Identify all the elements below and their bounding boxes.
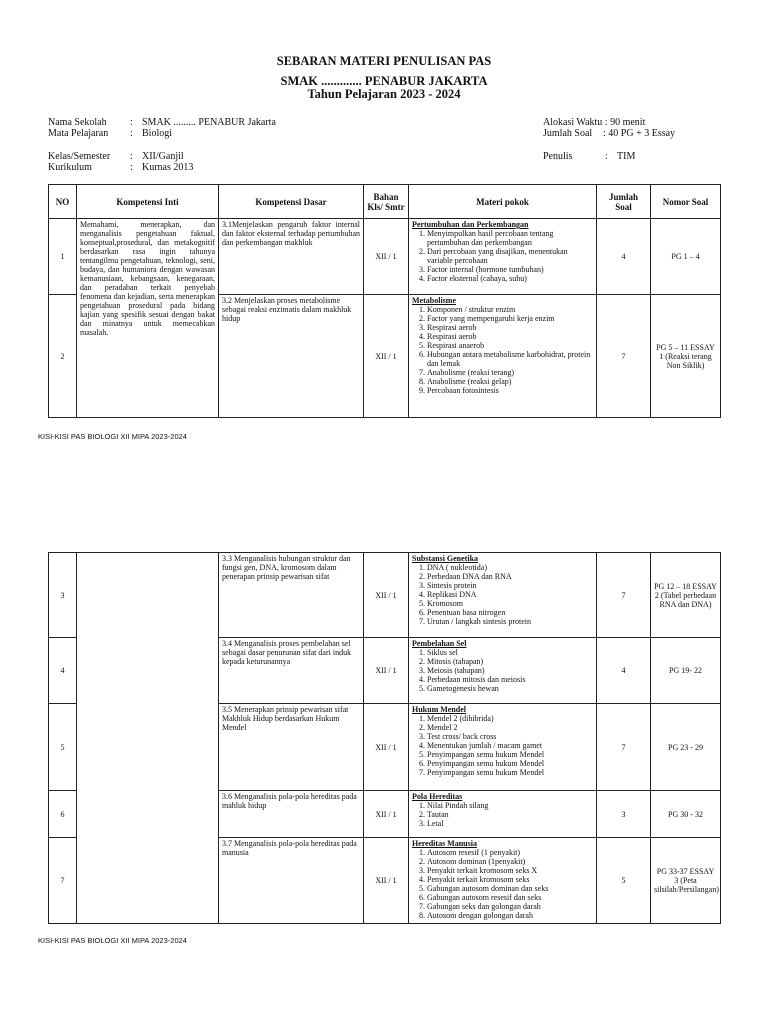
materi-item: 4. Menentukan jumlah / macam gamet xyxy=(427,741,593,750)
row-no: 7 xyxy=(49,838,77,924)
materi-cell xyxy=(409,219,597,295)
materi-item: 8. Anabolisme (reaksi gelap) xyxy=(427,377,593,386)
distribution-table-1 xyxy=(48,184,721,418)
info-alokasi-waktu: Alokasi Waktu : 90 menit xyxy=(543,117,646,128)
materi-item: 3. Meiosis (tahapan) xyxy=(427,666,593,675)
row-no: 3 xyxy=(49,553,77,638)
info-jumlah-soal: Jumlah Soal : 40 PG + 3 Essay xyxy=(543,128,676,139)
materi-item: 5. Gabungan autosom dominan dan seks xyxy=(427,884,593,893)
bahan-cell: XII / 1 xyxy=(364,704,409,791)
nomor-cell: PG 12 – 18 ESSAY 2 (Tabel perbedaan RNA dan DNA) xyxy=(651,553,721,638)
row-no: 1 xyxy=(49,219,77,295)
materi-title: Substansi Genetika xyxy=(412,554,479,563)
materi-cell xyxy=(409,838,597,924)
materi-item: 3. Test cross/ back cross xyxy=(427,732,593,741)
jumlah-cell: 4 xyxy=(597,638,651,704)
materi-item: 2. Mitosis (tahapan) xyxy=(427,657,593,666)
materi-item: 9. Percobaan fotosintesis xyxy=(427,386,593,395)
materi-item: 1. Siklus sel xyxy=(427,648,593,657)
bahan-cell: XII / 1 xyxy=(364,295,409,418)
header-no: NO xyxy=(49,185,77,219)
nomor-cell: PG 5 – 11 ESSAY 1 (Reaksi terang Non Siklik) xyxy=(651,295,721,418)
nomor-cell: PG 30 - 32 xyxy=(651,791,721,838)
page-footer-2: KISI-KISI PAS BIOLOGI XII MIPA 2023-2024 xyxy=(38,936,187,945)
kompetensi-dasar-cell: 3.3 Menganalisis hubungan struktur dan fungsi gen, DNA, kromosom dalam penerapan prinsip pewarisan sifat xyxy=(219,553,364,638)
materi-list xyxy=(412,305,593,395)
materi-item: 8. Autosom dengan golongan darah xyxy=(427,911,593,920)
kompetensi-dasar-cell: 3.2 Menjelaskan proses metabolisme sebagai reaksi enzimatis dalam makhluk hidup xyxy=(219,295,364,418)
materi-list xyxy=(412,229,593,283)
materi-item: 1. DNA ( nukleotida) xyxy=(427,563,593,572)
info-mata-pelajaran: Mata Pelajaran : Biologi xyxy=(48,128,173,139)
table-row xyxy=(49,553,721,638)
materi-title: Pertumbuhan dan Perkembangan xyxy=(412,220,529,229)
kompetensi-inti-empty-cell xyxy=(77,553,219,924)
materi-item: 1. Menyimpulkan hasil percobaan tentang pertumbuhan dan perkembangan xyxy=(427,229,593,247)
materi-item: 4. Respirasi aerob xyxy=(427,332,593,341)
materi-item: 2. Tautan xyxy=(427,810,593,819)
materi-item: 1. Komponen / struktur enzim xyxy=(427,305,593,314)
bahan-cell: XII / 1 xyxy=(364,219,409,295)
materi-item: 3. Factor internal (hormone tumbuhan) xyxy=(427,265,593,274)
row-no: 5 xyxy=(49,704,77,791)
materi-cell xyxy=(409,638,597,704)
bahan-cell: XII / 1 xyxy=(364,791,409,838)
materi-item: 4. Penyakit terkait kromosom seks xyxy=(427,875,593,884)
materi-item: 3. Letal xyxy=(427,819,593,828)
jumlah-cell: 7 xyxy=(597,704,651,791)
distribution-table-2 xyxy=(48,552,721,924)
materi-item: 6. Gabungan autosom resesif dan seks xyxy=(427,893,593,902)
bahan-cell: XII / 1 xyxy=(364,838,409,924)
row-no: 6 xyxy=(49,791,77,838)
jumlah-cell: 5 xyxy=(597,838,651,924)
nomor-cell: PG 19- 22 xyxy=(651,638,721,704)
info-kelas-semester: Kelas/Semester : XII/Ganjil xyxy=(48,151,184,162)
materi-item: 7. Gabungan seks dan golongan darah xyxy=(427,902,593,911)
school-title: SMAK ............. PENABUR JAKARTA xyxy=(280,74,488,88)
materi-list xyxy=(412,848,593,920)
materi-title: Hereditas Manusia xyxy=(412,839,477,848)
materi-cell xyxy=(409,553,597,638)
header-bahan: Bahan Kls/ Smtr xyxy=(364,185,409,219)
materi-list xyxy=(412,714,593,777)
kompetensi-dasar-cell: 3.6 Menganalisis pola-pola hereditas pada mahluk hidup xyxy=(219,791,364,838)
jumlah-cell: 7 xyxy=(597,295,651,418)
year-title: Tahun Pelajaran 2023 - 2024 xyxy=(307,87,461,101)
info-nama-sekolah: Nama Sekolah : SMAK ......... PENABUR Jakarta xyxy=(48,117,276,128)
page-footer: KISI-KISI PAS BIOLOGI XII MIPA 2023-2024 xyxy=(38,432,187,441)
materi-item: 2. Perbedaan DNA dan RNA xyxy=(427,572,593,581)
materi-title: Hukum Mendel xyxy=(412,705,467,714)
materi-title: Metabolisme xyxy=(412,296,456,305)
kompetensi-dasar-cell: 3.1Menjelaskan pengaruh faktor internal dan faktor eksternal terhadap pertumbuhan dan perkembangan makhluk xyxy=(219,219,364,295)
materi-item: 7. Penyimpangan semu hukum Mendel xyxy=(427,768,593,777)
nomor-cell: PG 33-37 ESSAY 3 (Peta silsilah/Persilangan) xyxy=(651,838,721,924)
materi-item: 1. Mendel 2 (dihibrida) xyxy=(427,714,593,723)
materi-item: 3. Penyakit terkait kromosom seks X xyxy=(427,866,593,875)
materi-cell xyxy=(409,704,597,791)
materi-item: 4. Replikasi DNA xyxy=(427,590,593,599)
materi-item: 6. Hubungan antara metabolisme karbohidrat, protein dan lemak xyxy=(427,350,593,368)
materi-item: 2. Autosom dominan (1penyakit) xyxy=(427,857,593,866)
header-nomor-soal: Nomor Soal xyxy=(651,185,721,219)
kompetensi-inti-cell: Memahami, menerapkan, dan menganalisis pengetahuan faktual, konseptual,prosedural, dan metakognitif berdasarkan rasa ingin tahunya tentangilmu pengetahuan, teknologi, seni, budaya, dan humaniora dengan wawasan kemanusiaan, kebangsaan, kenegaraan, dan peradaban terkait penyebab fenomena dan kejadian, serta menerapkan pengetahuan prosedural pada bidang kajian yang spesifik sesuai dengan bakat dan minatnya untuk memecahkan masalah. xyxy=(77,219,219,418)
materi-item: 5. Gametogenesis hewan xyxy=(427,684,593,693)
header-kompetensi-dasar: Kompetensi Dasar xyxy=(219,185,364,219)
row-no: 2 xyxy=(49,295,77,418)
materi-item: 3. Sintesis protein xyxy=(427,581,593,590)
row-no: 4 xyxy=(49,638,77,704)
materi-item: 4. Factor eksternal (cahaya, suhu) xyxy=(427,274,593,283)
materi-item: 3. Respirasi aerob xyxy=(427,323,593,332)
jumlah-cell: 7 xyxy=(597,553,651,638)
info-kurikulum: Kurikulum : Kurnas 2013 xyxy=(48,162,194,173)
bahan-cell: XII / 1 xyxy=(364,553,409,638)
materi-item: 2. Factor yang mempengaruhi kerja enzim xyxy=(427,314,593,323)
doc-title: SEBARAN MATERI PENULISAN PAS xyxy=(276,54,492,68)
header-kompetensi-inti: Kompetensi Inti xyxy=(77,185,219,219)
materi-item: 7. Anabolisme (reaksi terang) xyxy=(427,368,593,377)
header-materi-pokok: Materi pokok xyxy=(409,185,597,219)
materi-item: 7. Urutan / langkah sintesis protein xyxy=(427,617,593,626)
materi-item: 4. Perbedaan mitosis dan meiosis xyxy=(427,675,593,684)
materi-item: 5. Kromosom xyxy=(427,599,593,608)
materi-list xyxy=(412,563,593,626)
nomor-cell: PG 23 - 29 xyxy=(651,704,721,791)
kompetensi-dasar-cell: 3.7 Menganalisis pola-pola hereditas pada manusia xyxy=(219,838,364,924)
materi-item: 6. Penentuan basa nitrogen xyxy=(427,608,593,617)
nomor-cell: PG 1 – 4 xyxy=(651,219,721,295)
materi-item: 1. Autosom resesif (1 penyakit) xyxy=(427,848,593,857)
materi-cell xyxy=(409,295,597,418)
info-penulis: Penulis : TIM xyxy=(543,151,636,162)
materi-title: Pembelahan Sel xyxy=(412,639,467,648)
kompetensi-dasar-cell: 3.4 Menganalisis proses pembelahan sel sebagai dasar penurunan sifat dari induk kepada keturunannya xyxy=(219,638,364,704)
kompetensi-dasar-cell: 3.5 Menerapkan prinsip pewarisan sifat Makhluk Hidup berdasarkan Hukum Mendel xyxy=(219,704,364,791)
header-jumlah-soal: Jumlah Soal xyxy=(597,185,651,219)
materi-item: 2. Dari percobaan yang disajikan, menentukan variable percobaan xyxy=(427,247,593,265)
jumlah-cell: 3 xyxy=(597,791,651,838)
materi-cell xyxy=(409,791,597,838)
materi-item: 2. Mendel 2 xyxy=(427,723,593,732)
materi-list xyxy=(412,801,593,828)
table-row xyxy=(49,219,721,295)
materi-list xyxy=(412,648,593,693)
table-header-row xyxy=(49,185,721,219)
materi-item: 5. Penyimpangan semu hukum Mendel xyxy=(427,750,593,759)
materi-item: 1. Nilai Pindah silang xyxy=(427,801,593,810)
bahan-cell: XII / 1 xyxy=(364,638,409,704)
materi-item: 5. Respirasi anaerob xyxy=(427,341,593,350)
jumlah-cell: 4 xyxy=(597,219,651,295)
materi-title: Pola Hereditas xyxy=(412,792,463,801)
materi-item: 6. Penyimpangan semu hukum Mendel xyxy=(427,759,593,768)
